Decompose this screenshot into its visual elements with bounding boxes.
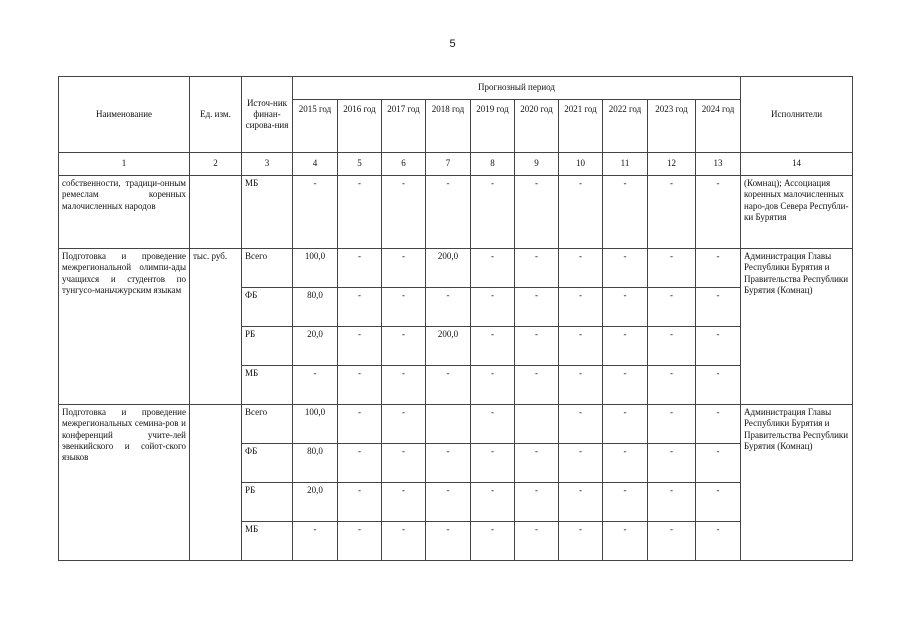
value-cell: - xyxy=(471,522,515,561)
value-cell: - xyxy=(426,444,471,483)
value-cell: - xyxy=(338,249,382,288)
value-cell: - xyxy=(696,366,741,405)
header-year: 2022 год xyxy=(603,100,648,153)
value-cell: - xyxy=(471,176,515,249)
value-cell: - xyxy=(648,176,696,249)
value-cell: - xyxy=(382,522,426,561)
value-cell: - xyxy=(696,483,741,522)
value-cell: - xyxy=(293,176,338,249)
value-cell: - xyxy=(382,176,426,249)
value-cell: - xyxy=(603,249,648,288)
row-executors: Администрация Главы Республики Бурятия и Правительства Республики Бурятия (Комнац) xyxy=(741,405,853,561)
value-cell: - xyxy=(515,444,559,483)
value-cell: - xyxy=(696,522,741,561)
value-cell: - xyxy=(293,366,338,405)
column-number: 14 xyxy=(741,153,853,176)
value-cell: - xyxy=(515,176,559,249)
row-unit xyxy=(190,176,242,249)
value-cell: - xyxy=(648,483,696,522)
row-source: РБ xyxy=(242,327,293,366)
value-cell: - xyxy=(471,249,515,288)
row-source: РБ xyxy=(242,483,293,522)
value-cell: - xyxy=(471,366,515,405)
column-number: 5 xyxy=(338,153,382,176)
row-name: Подготовка и проведение межрегиональной олимпи-ады учащихся и студентов по тунгусо-маньчжурским языкам xyxy=(59,249,190,405)
value-cell: - xyxy=(426,483,471,522)
value-cell: - xyxy=(338,327,382,366)
row-source: Всего xyxy=(242,249,293,288)
value-cell: - xyxy=(696,444,741,483)
row-name: Подготовка и проведение межрегиональных семина-ров и конференций учите-лей эвенкийского и сойот-ского языков xyxy=(59,405,190,561)
value-cell: - xyxy=(648,522,696,561)
value-cell: - xyxy=(648,249,696,288)
value-cell: - xyxy=(382,405,426,444)
value-cell: - xyxy=(559,249,603,288)
row-unit: тыс. руб. xyxy=(190,249,242,405)
value-cell: - xyxy=(559,176,603,249)
column-number: 6 xyxy=(382,153,426,176)
page-number: 5 xyxy=(449,38,456,50)
value-cell: - xyxy=(696,288,741,327)
value-cell: - xyxy=(471,288,515,327)
header-forecast: Прогнозный период xyxy=(293,77,741,100)
value-cell: - xyxy=(471,483,515,522)
value-cell: - xyxy=(338,405,382,444)
value-cell: 200,0 xyxy=(426,327,471,366)
value-cell: - xyxy=(696,249,741,288)
column-number: 13 xyxy=(696,153,741,176)
value-cell: - xyxy=(382,327,426,366)
value-cell: - xyxy=(648,327,696,366)
value-cell: - xyxy=(603,444,648,483)
column-number: 7 xyxy=(426,153,471,176)
value-cell: - xyxy=(648,366,696,405)
value-cell: - xyxy=(293,522,338,561)
value-cell: - xyxy=(426,176,471,249)
value-cell: - xyxy=(426,522,471,561)
header-name: Наименование xyxy=(59,77,190,153)
header-year: 2021 год xyxy=(559,100,603,153)
value-cell: - xyxy=(559,405,603,444)
value-cell: - xyxy=(696,327,741,366)
value-cell: - xyxy=(515,366,559,405)
header-unit: Ед. изм. xyxy=(190,77,242,153)
value-cell: - xyxy=(648,405,696,444)
column-number: 12 xyxy=(648,153,696,176)
header-year: 2020 год xyxy=(515,100,559,153)
row-unit xyxy=(190,405,242,561)
value-cell: 80,0 xyxy=(293,288,338,327)
column-number: 3 xyxy=(242,153,293,176)
value-cell: - xyxy=(603,327,648,366)
value-cell: - xyxy=(603,483,648,522)
value-cell: - xyxy=(382,288,426,327)
header-year: 2024 год xyxy=(696,100,741,153)
value-cell: - xyxy=(515,522,559,561)
value-cell: - xyxy=(471,444,515,483)
table-row xyxy=(59,249,853,288)
value-cell: - xyxy=(559,483,603,522)
value-cell: 80,0 xyxy=(293,444,338,483)
row-source: МБ xyxy=(242,522,293,561)
value-cell: - xyxy=(471,405,515,444)
value-cell: - xyxy=(426,366,471,405)
value-cell: - xyxy=(338,176,382,249)
header-year: 2018 год xyxy=(426,100,471,153)
column-number: 10 xyxy=(559,153,603,176)
value-cell: - xyxy=(696,176,741,249)
value-cell: - xyxy=(559,288,603,327)
value-cell: 20,0 xyxy=(293,327,338,366)
value-cell: - xyxy=(603,366,648,405)
column-number: 8 xyxy=(471,153,515,176)
value-cell: - xyxy=(559,444,603,483)
value-cell: 200,0 xyxy=(426,249,471,288)
value-cell: - xyxy=(338,444,382,483)
value-cell: - xyxy=(338,522,382,561)
header-year: 2016 год xyxy=(338,100,382,153)
value-cell: - xyxy=(696,405,741,444)
column-number: 1 xyxy=(59,153,190,176)
value-cell: - xyxy=(382,366,426,405)
value-cell: - xyxy=(603,522,648,561)
column-number: 11 xyxy=(603,153,648,176)
value-cell: 100,0 xyxy=(293,249,338,288)
value-cell: 100,0 xyxy=(293,405,338,444)
header-year: 2017 год xyxy=(382,100,426,153)
table-row xyxy=(59,176,853,249)
row-source: ФБ xyxy=(242,444,293,483)
value-cell: - xyxy=(559,366,603,405)
value-cell: - xyxy=(559,327,603,366)
value-cell: - xyxy=(603,405,648,444)
row-name: собственности, традици-онным ремеслам коренных малочисленных народов xyxy=(59,176,190,249)
row-source: ФБ xyxy=(242,288,293,327)
value-cell: - xyxy=(382,249,426,288)
value-cell: - xyxy=(515,249,559,288)
forecast-table xyxy=(58,76,853,561)
value-cell: - xyxy=(338,366,382,405)
column-number: 9 xyxy=(515,153,559,176)
value-cell: - xyxy=(515,483,559,522)
value-cell: - xyxy=(603,176,648,249)
column-number: 4 xyxy=(293,153,338,176)
value-cell: - xyxy=(648,288,696,327)
value-cell: - xyxy=(382,444,426,483)
value-cell xyxy=(515,405,559,444)
row-source: Всего xyxy=(242,405,293,444)
table-row xyxy=(59,405,853,444)
value-cell: - xyxy=(338,483,382,522)
value-cell: - xyxy=(603,288,648,327)
header-executors: Исполнители xyxy=(741,77,853,153)
value-cell: - xyxy=(559,522,603,561)
row-executors: Администрация Главы Республики Бурятия и Правительства Республики Бурятия (Комнац) xyxy=(741,249,853,405)
value-cell: - xyxy=(515,327,559,366)
header-year: 2023 год xyxy=(648,100,696,153)
column-number: 2 xyxy=(190,153,242,176)
header-year: 2015 год xyxy=(293,100,338,153)
value-cell: - xyxy=(515,288,559,327)
value-cell: - xyxy=(471,327,515,366)
value-cell: - xyxy=(426,288,471,327)
value-cell: 20,0 xyxy=(293,483,338,522)
header-source: Источ-ник финан-сирова-ния xyxy=(242,77,293,153)
row-source: МБ xyxy=(242,366,293,405)
row-executors: (Комнац); Ассоциация коренных малочисленных наро-дов Севера Республи-ки Бурятия xyxy=(741,176,853,249)
value-cell: - xyxy=(648,444,696,483)
row-source: МБ xyxy=(242,176,293,249)
value-cell xyxy=(426,405,471,444)
value-cell: - xyxy=(338,288,382,327)
value-cell: - xyxy=(382,483,426,522)
header-year: 2019 год xyxy=(471,100,515,153)
